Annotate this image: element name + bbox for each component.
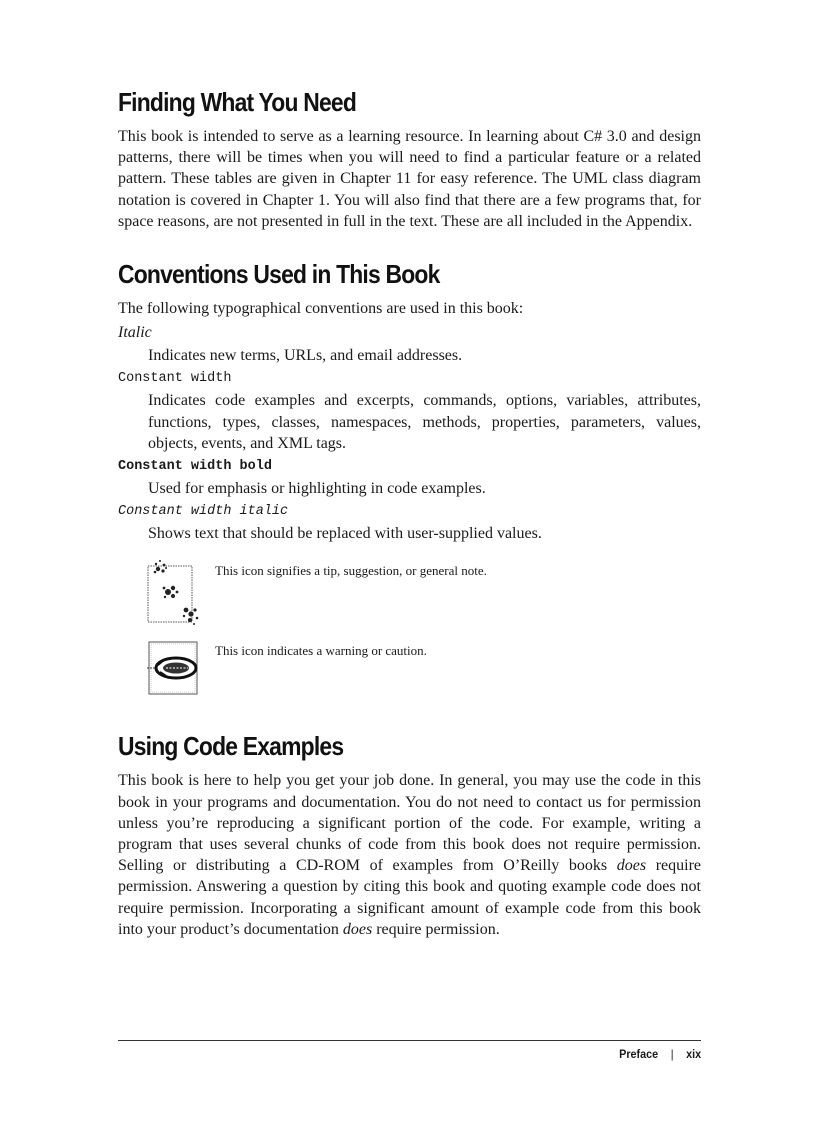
definition-constant-width: Indicates code examples and excerpts, commands, options, variables, attributes, functions, types, classes, namespaces, methods, properties, parameters, values, objects, events, and XML tags. (148, 392, 701, 452)
paragraph-conventions-intro: The following typographical conventions are used in this book: (118, 300, 524, 318)
warning-note-text: This icon indicates a warning or caution. (215, 643, 427, 659)
definition-constant-width-italic: Shows text that should be replaced with user-supplied values. (148, 525, 542, 543)
footer-page-number: xix (685, 1047, 701, 1061)
tip-note (118, 552, 701, 632)
section-finding (118, 84, 701, 232)
footer-separator: | (670, 1047, 674, 1061)
section-code-examples (118, 728, 701, 940)
footer-label (619, 1047, 701, 1061)
code-examples-text-2: require permission. Answering a question by citing this book and quoting example code does not require permission. Incorporating a significant amount of example code from this book into your product’s documentation (118, 857, 701, 938)
definition-constant-width-bold: Used for emphasis or highlighting in code examples. (148, 480, 486, 498)
term-italic: Italic (118, 324, 152, 342)
code-examples-text-3: require permission. (372, 920, 500, 938)
code-examples-emphasis-1: does (616, 857, 647, 875)
heading-conventions: Conventions Used in This Book (118, 259, 440, 290)
paragraph-finding: This book is intended to serve as a learning resource. In learning about C# 3.0 and design patterns, there will be times when you will need to find a particular feature or a related pattern. These tables are given in Chapter 11 for easy reference. The UML class diagram notation is covered in Chapter 1. You will also find that there are a few programs that, for space reasons, are not presented in full in the text. These are all included in the Appendix. (118, 128, 701, 230)
term-constant-width: Constant width (118, 371, 232, 387)
code-examples-text-1: This book is here to help you get your job done. In general, you may use the code in this book in your programs and documentation. You do not need to contact us for permission unless you’re reproducing a significant portion of the code. For example, writing a program that uses several chunks of code from this book does not require permission. Selling or distributing a CD-ROM of examples from O’Reilly books (118, 772, 701, 875)
tip-note-text: This icon signifies a tip, suggestion, or general note. (215, 563, 487, 579)
warning-icon (146, 638, 198, 700)
paragraph-code-examples (118, 770, 701, 940)
heading-code-examples: Using Code Examples (118, 731, 344, 762)
tip-icon (146, 558, 198, 620)
warning-note (118, 632, 701, 712)
conventions-list (118, 321, 701, 544)
section-conventions (118, 256, 701, 712)
code-examples-emphasis-2: does (342, 920, 373, 938)
term-constant-width-bold: Constant width bold (118, 459, 272, 475)
heading-finding: Finding What You Need (118, 87, 356, 117)
footer-section-name: Preface (618, 1047, 658, 1061)
page-content (118, 84, 701, 964)
term-constant-width-italic: Constant width italic (118, 504, 289, 520)
page-footer (118, 1040, 701, 1071)
definition-italic: Indicates new terms, URLs, and email addresses. (148, 347, 463, 365)
